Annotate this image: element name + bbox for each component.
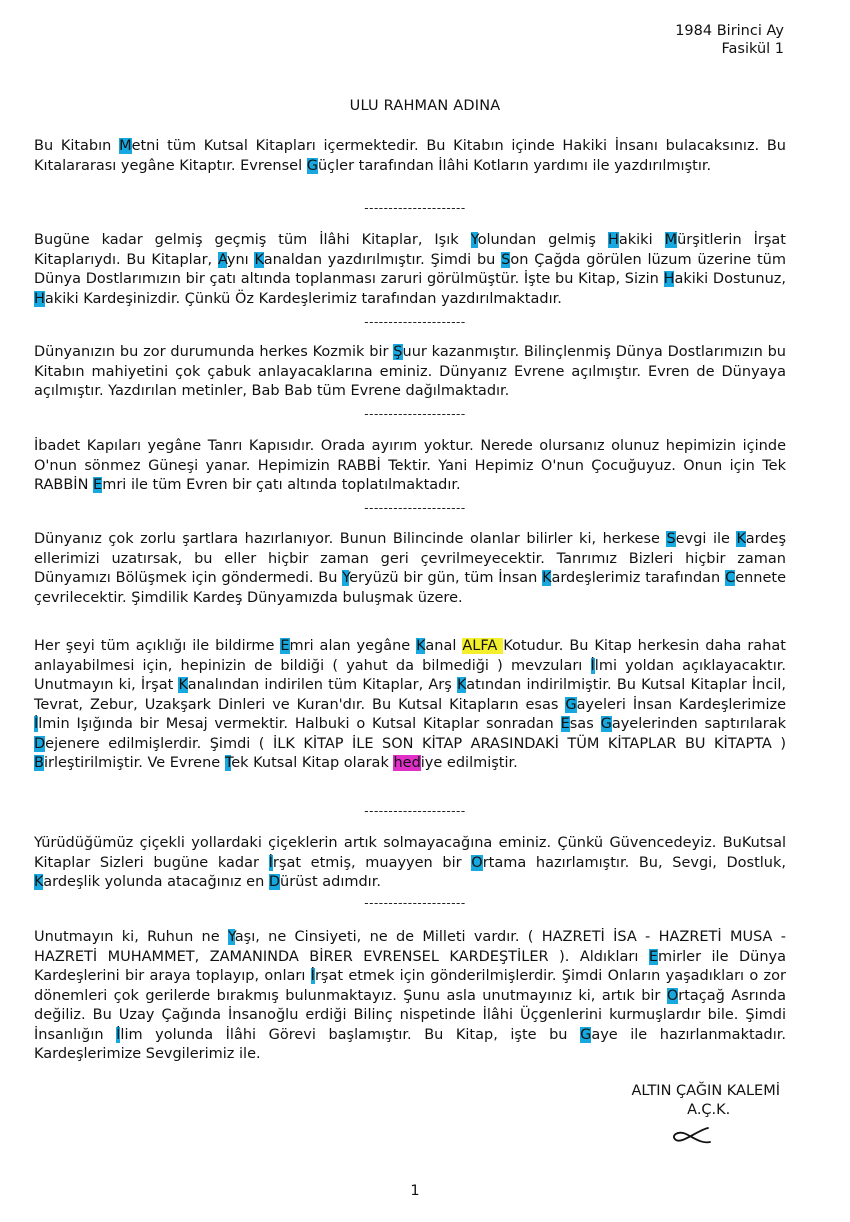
highlight-marker: K — [736, 531, 746, 547]
text-run: analından indirilen tüm Kitaplar, Arş — [187, 677, 457, 693]
text-run: akiki Kardeşinizdir. Çünkü Öz Kardeşlerimiz tarafından yazdırılmaktadır. — [44, 290, 562, 307]
highlight-marker: B — [34, 755, 44, 771]
highlight-marker: H — [607, 232, 619, 248]
text-run: anal — [425, 638, 463, 654]
highlight-marker: K — [416, 638, 426, 654]
text-run: iye edilmiştir. — [420, 755, 518, 771]
signature-initials: A.Ç.K. — [687, 1102, 731, 1118]
highlight-marker: Y — [470, 232, 478, 248]
text-run: eryüzü bir gün, tüm İnsan — [349, 570, 543, 586]
highlight-marker: T — [224, 755, 232, 771]
text-run: Kotudur. Bu Kitap herkesin daha rahat anlayabilmesi için, hepinizin de bildiği ( yahut da bilmediği ) mevzuları — [34, 638, 786, 674]
highlight-marker: K — [34, 874, 44, 890]
text-run: ürüst adımdır. — [280, 874, 381, 890]
text-run: Dünyanızın bu zor durumunda herkes Kozmik bir — [34, 344, 394, 360]
separator-6: --------------------- — [364, 896, 466, 910]
page-title: ULU RAHMAN ADINA — [349, 98, 501, 114]
separator-3: --------------------- — [364, 407, 466, 421]
text-run: lim yolunda İlâhi Görevi başlamıştır. Bu Kitap, işte bu — [120, 1026, 581, 1043]
highlight-marker: O — [666, 987, 679, 1004]
text-run: ynı — [226, 251, 255, 268]
text-run: aye ile hazırlanmaktadır. Kardeşlerimize Sevgilerimiz ile. — [34, 1026, 787, 1062]
text-run: akiki — [618, 232, 665, 248]
text-run: Yürüdüğümüz çiçekli yollardaki çiçeklerin artık solmayacağına eminiz. Çünkü Güvencedeyiz. BuKutsal Kitaplar Sizleri bugüne kadar — [34, 835, 786, 871]
highlight-marker: M — [119, 138, 132, 154]
page-number: 1 — [410, 1183, 420, 1199]
text-run: aşı, ne Cinsiyeti, ne de Milleti vardır. ( HAZRETİ İSA - HAZRETİ MUSA - HAZRETİ MUHAMMET, ZAMANINDA BİRER EVRENSEL KARDEŞTİLER ). Aldıkları — [34, 929, 786, 965]
paragraph-4 — [34, 437, 786, 496]
text-run: olundan gelmiş — [477, 232, 608, 248]
text-run: ayeleri İnsan Kardeşlerimize — [576, 696, 787, 713]
highlight-marker: E — [280, 638, 290, 654]
highlight-marker: Y — [342, 570, 350, 586]
signature-block — [631, 1082, 780, 1120]
separator-2: --------------------- — [364, 315, 466, 329]
highlight-marker: D — [34, 735, 46, 752]
highlight-marker: İ — [116, 1026, 121, 1043]
highlight-marker: Ş — [393, 344, 403, 360]
separator-4: --------------------- — [364, 501, 466, 515]
text-run: Dünyanız çok zorlu şartlara hazırlanıyor. Bunun Bilincinde olanlar bilirler ki, herkese — [34, 531, 667, 547]
highlight-marker: D — [268, 874, 281, 890]
text-run: atından indirilmiştir. Bu Kutsal Kitaplar İncil, Tevrat, Zebur, Uzakşark Dinleri ve Kuran'dır. Bu Kutsal Kitapların esas — [34, 677, 786, 713]
text-run: ejenere edilmişlerdir. Şimdi ( İLK KİTAP İLE SON KİTAP ARASINDAKİ TÜM KİTAPLAR BU KİTAPTA ) — [45, 735, 786, 752]
highlight-marker: G — [565, 696, 577, 713]
paragraph-3 — [34, 343, 786, 402]
text-run: rşat etmiş, muayyen bir — [272, 854, 472, 871]
text-run: üçler tarafından İlâhi Kotların yardımı ile yazdırılmıştır. — [317, 157, 712, 174]
highlight-marker: İ — [34, 716, 39, 732]
paragraph-7 — [34, 834, 786, 893]
highlight-marker: K — [542, 570, 552, 586]
text-run: Unutmayın ki, Ruhun ne — [34, 929, 228, 945]
text-run: Her şeyi tüm açıklığı ile bildirme — [34, 638, 281, 654]
highlight-yellow: ALFA — [462, 638, 504, 654]
highlight-marker: S — [666, 531, 676, 547]
text-run: ardeşlik yolunda atacağınız en — [43, 874, 269, 890]
highlight-magenta: hed — [393, 755, 421, 771]
text-run: Bugüne kadar gelmiş geçmiş tüm İlâhi Kitaplar, Işık — [34, 232, 471, 248]
text-run: ürşitlerin İrşat Kitaplarıydı. Bu Kitaplar, — [34, 232, 786, 268]
highlight-marker: K — [457, 677, 467, 693]
highlight-marker: K — [178, 677, 188, 693]
text-run: ardeşlerimiz tarafından — [551, 570, 726, 586]
separator-5: --------------------- — [364, 804, 466, 818]
highlight-marker: G — [600, 716, 612, 732]
separator-1: --------------------- — [364, 201, 466, 215]
text-run: rtaçağ Asrında değiliz. Bu Uzay Çağında İnsanoğlu erdiği Bilinç nispetinde İlâhi Üçgenlerini kurmuşlardır bile. Şimdi İnsanlığın — [34, 987, 786, 1043]
highlight-marker: E — [560, 716, 570, 732]
highlight-marker: M — [664, 232, 678, 248]
text-run: rtama hazırlamıştır. Bu, Sevgi, Dostluk, — [482, 854, 786, 871]
text-run: Bu Kitabın — [34, 138, 120, 154]
highlight-marker: H — [663, 271, 675, 287]
highlight-marker: K — [254, 251, 264, 268]
highlight-marker: G — [306, 157, 318, 174]
text-run: mri ile tüm Evren bir çatı altında toplatılmaktadır. — [102, 477, 461, 493]
text-run: ek Kutsal Kitap olarak — [231, 755, 394, 771]
highlight-marker: İ — [268, 854, 273, 871]
text-run: ennete çevrilecektir. Şimdilik Kardeş Dünyamızda buluşmak üzere. — [34, 570, 787, 606]
issue-fascicle: Fasikül 1 — [721, 41, 784, 57]
text-run: ayelerinden saptırılarak — [611, 716, 786, 732]
highlight-marker: O — [471, 854, 483, 871]
highlight-marker: Y — [227, 929, 235, 945]
paragraph-8 — [34, 928, 786, 1065]
text-run: ardeş ellerimizi uzatırsak, bu eller hiçbir zaman geri çevrilmeyecektir. Tanrımız Bizleri hiçbir zaman Dünyamızı Bölüşmek için göndermedi. Bu — [34, 531, 787, 586]
paragraph-5 — [34, 530, 786, 608]
text-run: etni tüm Kutsal Kitapları içermektedir. Bu Kitabın içinde Hakiki İnsanı bulacaksınız. Bu Kıtalararası yegâne Kitaptır. Evrensel — [34, 138, 786, 174]
highlight-marker: H — [34, 290, 45, 307]
paragraph-6 — [34, 637, 786, 774]
text-run: analdan yazdırılmıştır. Şimdi bu — [263, 251, 502, 268]
text-run: sas — [569, 716, 601, 732]
highlight-marker: G — [580, 1026, 592, 1043]
text-run: lmi yoldan açıklayacaktır. Unutmayın ki, İrşat — [34, 657, 786, 693]
highlight-marker: İ — [590, 657, 595, 674]
paragraph-2 — [34, 231, 786, 309]
highlight-marker: E — [93, 477, 103, 493]
paragraph-1 — [34, 137, 786, 176]
text-run: rşat etmek için gönderilmişlerdir. Şimdi Onların yaşadıkları o zor dönemleri çok gerilerde bırakmış bulunmaktayız. Şunu asla unutmayınız ki, artık bir — [34, 968, 787, 1004]
text-run: mri alan yegâne — [289, 638, 417, 654]
signature-name: ALTIN ÇAĞIN KALEMİ — [631, 1083, 780, 1099]
text-run: mirler ile Dünya Kardeşlerini bir araya toplayıp, onları — [34, 948, 787, 984]
text-run: akiki Dostunuz, — [674, 271, 786, 287]
text-run: on Çağda görülen lüzum üzerine tüm Dünya Dostlarımızın bir çatı altında toplanması zaruri görülmüştür. İşte bu Kitap, Sizin — [34, 251, 786, 287]
signature-mark-icon — [668, 1124, 714, 1146]
text-run: irleştirilmiştir. Ve Evrene — [43, 755, 225, 771]
issue-header — [675, 22, 784, 58]
highlight-marker: İ — [310, 968, 315, 984]
text-run: İbadet Kapıları yegâne Tanrı Kapısıdır. Orada ayırım yoktur. Nerede olursanız olunuz hepimizin içinde O'nun sönmez Güneşi yanar. Hepimizin RABBİ Tektir. Yani Hepimiz O'nun Çocuğuyuz. Onun için Tek RABBİN — [34, 438, 786, 493]
text-run: uur kazanmıştır. Bilinçlenmiş Dünya Dostlarımızın bu Kitabın mahiyetini çok çabuk anlayacaklarına eminiz. Dünyanız Evrene açılmıştır. Evren de Dünyaya açılmıştır. Yazdırılan metinler, Bab Bab tüm Evrene dağılmaktadır. — [34, 344, 786, 399]
highlight-marker: E — [648, 948, 659, 965]
text-run: lmin Işığında bir Mesaj vermektir. Halbuki o Kutsal Kitaplar sonradan — [38, 716, 561, 732]
highlight-marker: C — [725, 570, 736, 586]
issue-date: 1984 Birinci Ay — [675, 23, 784, 39]
highlight-marker: A — [217, 251, 227, 268]
highlight-marker: S — [501, 251, 511, 268]
text-run: evgi ile — [675, 531, 737, 547]
